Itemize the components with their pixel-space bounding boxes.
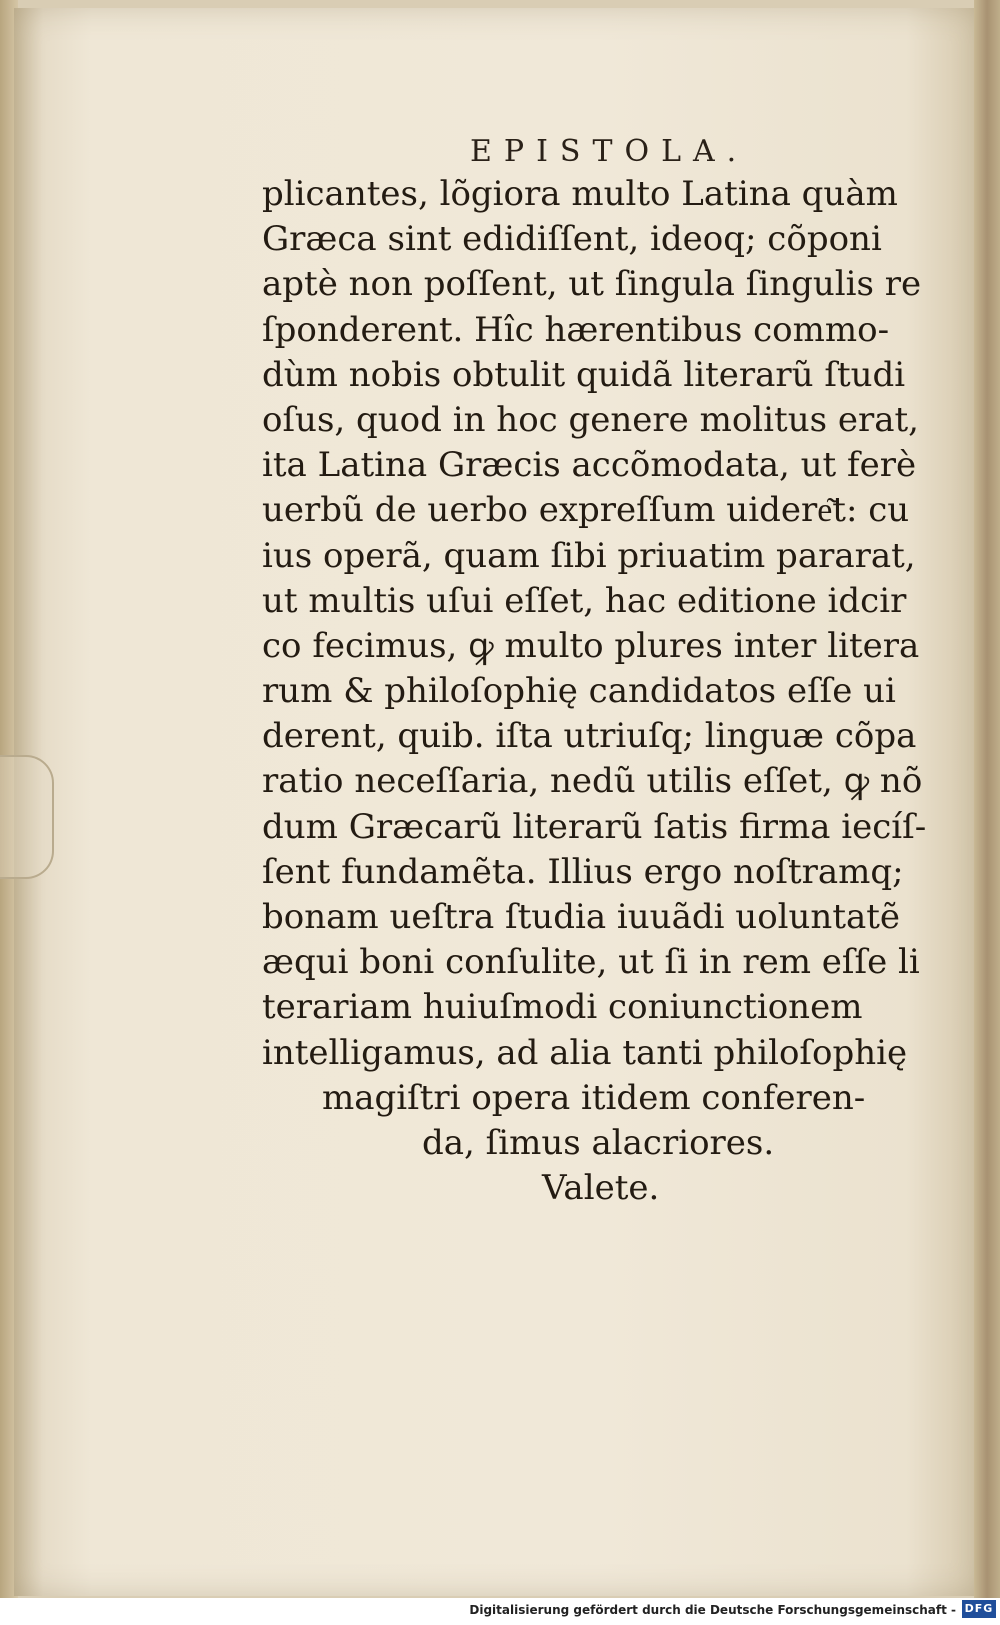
text-line: ſponderent. Hîc hærentibus commo- [262,309,890,350]
running-head: EPISTOLA. [470,134,749,169]
text-line: terariam huiuſmodi coniunctionem [262,987,863,1028]
text-line: plicantes, lõgiora multo Latina quàm [262,174,898,214]
text-line: dùm nobis obtulit quidã literarũ ſtudi [262,354,906,395]
text-line: derent, quib. iſta utriuſq; linguæ cõpa [262,716,917,757]
text-line: ius operã, quam ſibi priuatim pararat, [262,535,916,576]
text-line: æqui boni conſulite, ut ſi in rem eſſe li [262,942,920,983]
text-line: bonam ueſtra ſtudia iuuãdi uoluntatẽ [262,897,901,937]
text-line: uerbũ de uerbo expreſſum uidere͂t: cu [262,490,910,531]
text-line: magiſtri opera itidem conferen- [322,1077,866,1118]
page-clip [0,755,54,879]
text-line: co fecimus, ꝙ multo plures inter litera [262,625,920,666]
text-line: oſus, quod in hoc genere molitus erat, [262,399,919,440]
dfg-logo: DFG [962,1600,996,1618]
book-spine-edge [974,0,1000,1598]
text-line: rum & philoſophię candidatos eſſe ui [262,671,896,712]
text-line: ratio neceſſaria, nedũ utilis eſſet, ꝙ nõ [262,761,923,802]
epistola-text-block [262,172,942,1211]
text-line: aptè non poſſent, ut ſingula ſingulis re [262,264,922,305]
text-line: Græca sint edidiſſent, ideoq; cõponi [262,219,882,260]
text-line: ut multis uſui eſſet, hac editione idcir [262,580,907,621]
text-line: ita Latina Græcis accõmodata, ut ferè [262,445,917,486]
text-line: da, ſimus alacriores. [422,1122,775,1163]
text-line: dum Græcarũ literarũ ſatis firma iecíſ- [262,806,927,847]
text-line: intelligamus, ad alia tanti philoſophię [262,1032,908,1073]
text-line: ſent fundamẽta. Illius ergo noſtramq; [262,851,904,892]
closing-valete: Valete. [542,1168,660,1209]
funding-credit: Digitalisierung gefördert durch die Deutsche Forschungsgemeinschaft - [469,1603,956,1617]
